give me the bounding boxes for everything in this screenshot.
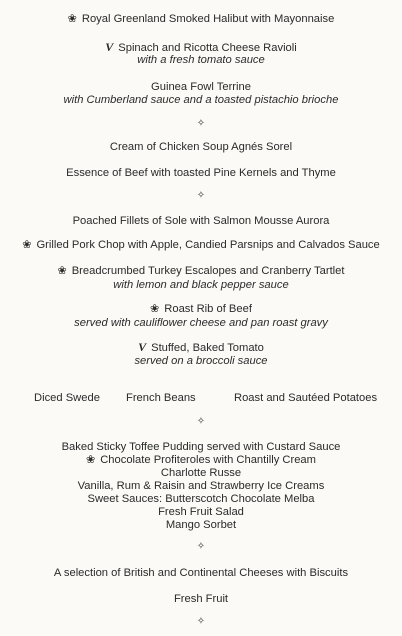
flower-icon: ❀: [86, 454, 96, 466]
menu-item-tomato: [0, 340, 402, 355]
dish-name: Chocolate Profiteroles with Chantilly Cream: [100, 454, 316, 466]
menu-item-pork: [0, 238, 402, 252]
fresh-fruit: Fresh Fruit: [173, 593, 229, 605]
dish-detail: served on a broccoli sauce: [134, 355, 268, 367]
divider-icon: ✧: [196, 190, 206, 201]
dish-name: Stuffed, Baked Tomato: [151, 342, 264, 354]
divider-icon: ✧: [196, 616, 206, 627]
vegetable-potatoes: Roast and Sautéed Potatoes: [234, 392, 378, 404]
dish-name: Guinea Fowl Terrine: [151, 81, 251, 93]
dessert-pudding: Baked Sticky Toffee Pudding served with Custard Sauce: [61, 441, 341, 453]
dish-name: Roast Rib of Beef: [164, 303, 252, 315]
dish-name: Spinach and Ricotta Cheese Ravioli: [118, 42, 297, 54]
dessert-ice-creams: Vanilla, Rum & Raisin and Strawberry Ice Creams: [77, 480, 325, 492]
dessert-sorbet: Mango Sorbet: [165, 519, 237, 531]
main-sole: Poached Fillets of Sole with Salmon Mousse Aurora: [72, 215, 330, 227]
flower-icon: ❀: [57, 265, 67, 277]
vegetable-beans: French Beans: [126, 392, 196, 404]
dessert-fruit-salad: Fresh Fruit Salad: [158, 506, 244, 518]
dessert-charlotte: Charlotte Russe: [160, 467, 242, 479]
divider-icon: ✧: [196, 541, 206, 552]
dish-detail: with Cumberland sauce and a toasted pistachio brioche: [63, 94, 339, 106]
menu-item-turkey: [0, 264, 402, 278]
soup-chicken: Cream of Chicken Soup Agnés Sorel: [109, 141, 293, 153]
vegetarian-icon: V: [138, 340, 147, 354]
flower-icon: ❀: [67, 13, 77, 25]
vegetarian-icon: V: [105, 40, 114, 54]
divider-icon: ✧: [196, 416, 206, 427]
dish-name: Grilled Pork Chop with Apple, Candied Parsnips and Calvados Sauce: [36, 239, 380, 251]
vegetable-swede: Diced Swede: [34, 392, 100, 404]
dish-detail: served with cauliflower cheese and pan roast gravy: [74, 317, 328, 329]
dish-name: Royal Greenland Smoked Halibut with Mayonnaise: [81, 13, 335, 25]
menu-item-roast-beef: [0, 302, 402, 316]
dish-detail: with a fresh tomato sauce: [137, 54, 265, 66]
divider-icon: ✧: [196, 118, 206, 129]
menu-item-halibut: [0, 12, 402, 26]
menu-item-profiteroles: [0, 453, 402, 467]
soup-beef: Essence of Beef with toasted Pine Kernels and Thyme: [66, 167, 336, 179]
cheese-course: A selection of British and Continental Cheeses with Biscuits: [53, 567, 349, 579]
dish-name: Breadcrumbed Turkey Escalopes and Cranberry Tartlet: [71, 265, 345, 277]
flower-icon: ❀: [150, 303, 160, 315]
dessert-sweet-sauces: Sweet Sauces: Butterscotch Chocolate Melba: [87, 493, 315, 505]
dish-detail: with lemon and black pepper sauce: [113, 279, 289, 291]
flower-icon: ❀: [22, 239, 32, 251]
